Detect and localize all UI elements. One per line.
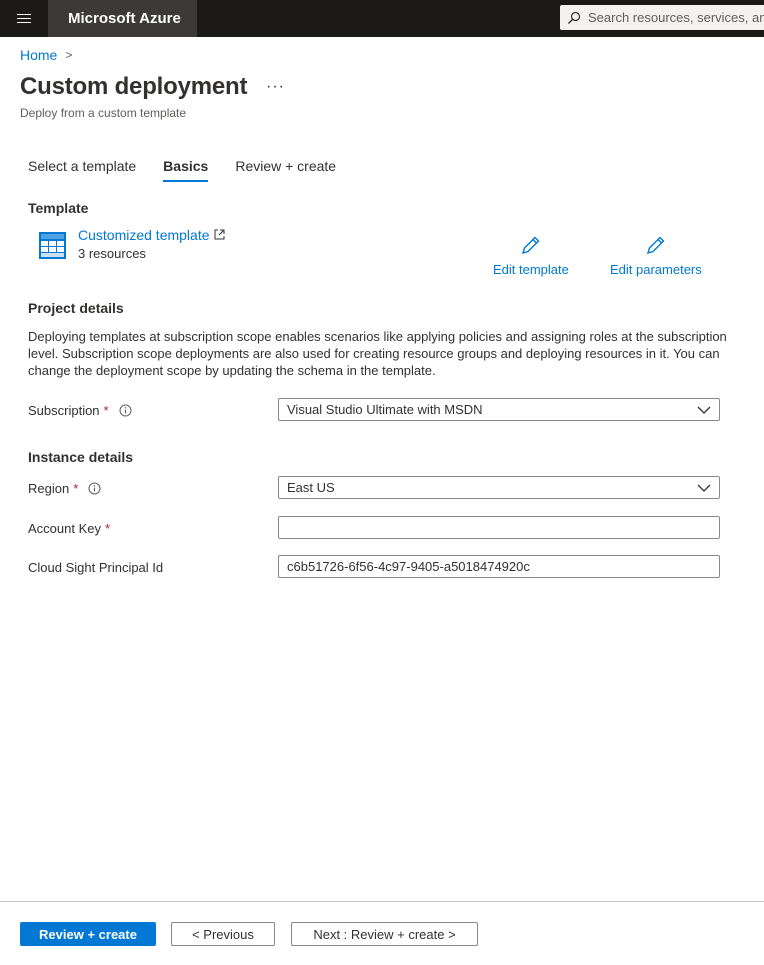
- project-description: Deploying templates at subscription scope enables scenarios like applying policies and assigning roles at the subscription level. Subscription scope deployments are also used for creating resource groups and deploying resources in it. You can change the deployment scope by updating the schema in the template.: [28, 329, 727, 378]
- chevron-down-icon: [697, 482, 711, 494]
- account-key-input[interactable]: [287, 520, 719, 535]
- page-subtitle: Deploy from a custom template: [20, 106, 187, 120]
- top-bar: [0, 0, 764, 37]
- tab-review-create[interactable]: Review + create: [235, 158, 337, 174]
- region-label: [28, 481, 101, 496]
- customized-template-link[interactable]: [78, 227, 225, 243]
- principal-id-field[interactable]: [278, 555, 720, 578]
- chevron-down-icon: [697, 404, 711, 416]
- tab-select-template[interactable]: Select a template: [28, 158, 137, 174]
- required-marker: *: [73, 481, 79, 496]
- project-details-heading: Project details: [28, 300, 124, 316]
- subscription-label-text: Subscription: [28, 403, 100, 418]
- search-icon: [560, 5, 588, 30]
- breadcrumb: [20, 47, 72, 63]
- subscription-label: [28, 403, 132, 418]
- account-key-label-text: Account Key: [28, 521, 101, 536]
- page-title: Custom deployment: [20, 73, 248, 100]
- edit-parameters-button[interactable]: [610, 234, 702, 277]
- required-marker: *: [103, 403, 109, 418]
- template-resource-count: 3 resources: [78, 246, 146, 261]
- more-options-icon[interactable]: ···: [266, 78, 285, 95]
- wizard-tabs: [28, 158, 363, 182]
- region-label-text: Region: [28, 481, 70, 496]
- previous-button[interactable]: < Previous: [171, 922, 275, 946]
- region-value: East US: [287, 480, 335, 495]
- template-grid-icon: [39, 232, 66, 259]
- edit-template-button[interactable]: [493, 234, 569, 277]
- subscription-dropdown[interactable]: [278, 398, 720, 421]
- tab-basics[interactable]: Basics: [163, 158, 208, 182]
- global-search[interactable]: [560, 5, 764, 30]
- chevron-right-icon: >: [65, 48, 73, 62]
- account-key-label: [28, 521, 110, 536]
- edit-parameters-label: Edit parameters: [610, 262, 702, 277]
- instance-details-heading: Instance details: [28, 449, 134, 465]
- pencil-icon: [645, 234, 667, 256]
- hamburger-icon[interactable]: [0, 0, 48, 37]
- principal-id-label-text: Cloud Sight Principal Id: [28, 560, 164, 575]
- account-key-field[interactable]: [278, 516, 720, 539]
- principal-id-label: [28, 560, 163, 575]
- next-review-create-button[interactable]: Next : Review + create >: [291, 922, 478, 946]
- customized-template-label: Customized template: [78, 227, 210, 243]
- subscription-value: Visual Studio Ultimate with MSDN: [287, 402, 483, 417]
- info-icon[interactable]: [119, 404, 132, 417]
- breadcrumb-home[interactable]: Home: [20, 47, 58, 63]
- required-marker: *: [105, 521, 111, 536]
- footer-divider: [0, 901, 764, 902]
- principal-id-input[interactable]: [287, 559, 719, 574]
- pencil-icon: [520, 234, 542, 256]
- search-input[interactable]: [588, 10, 764, 25]
- edit-template-label: Edit template: [493, 262, 569, 277]
- review-create-button[interactable]: Review + create: [20, 922, 156, 946]
- info-icon[interactable]: [88, 482, 101, 495]
- brand-title[interactable]: Microsoft Azure: [48, 0, 197, 37]
- region-dropdown[interactable]: [278, 476, 720, 499]
- template-heading: Template: [28, 200, 89, 216]
- external-link-icon: [214, 227, 225, 243]
